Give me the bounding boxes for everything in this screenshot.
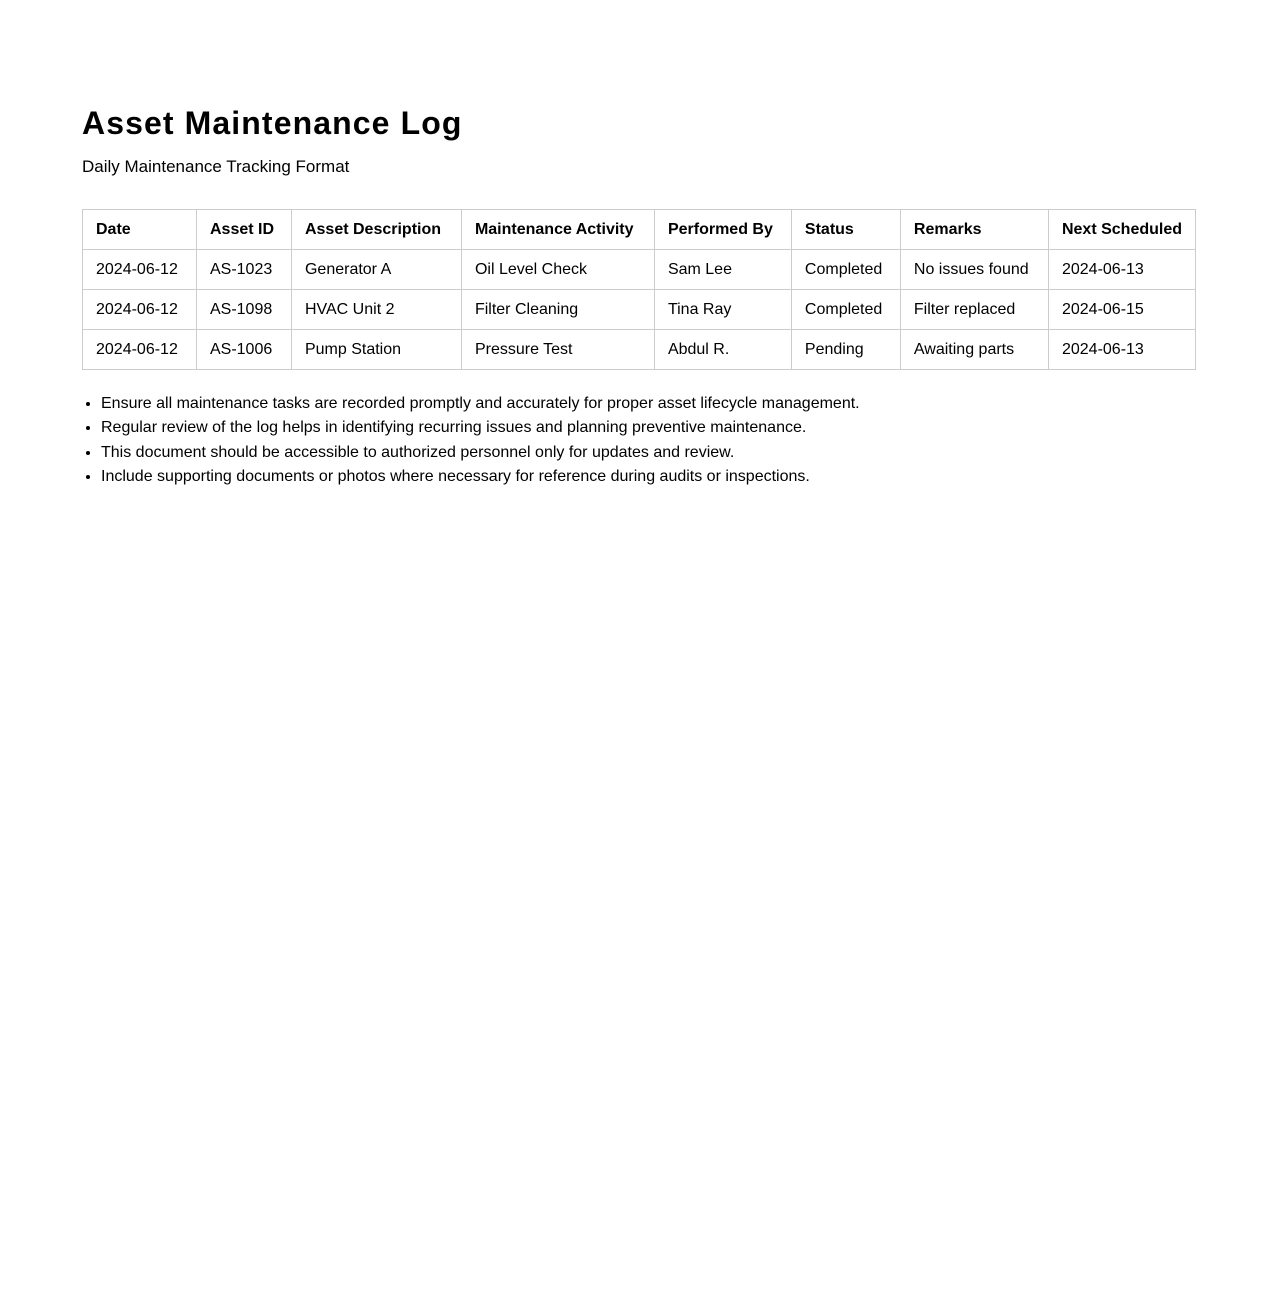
- column-header-remarks: Remarks: [900, 210, 1048, 250]
- list-item: • Regular review of the log helps in identifying recurring issues and planning preventive maintenance.: [101, 416, 1196, 440]
- page-subtitle: Daily Maintenance Tracking Format: [82, 157, 350, 176]
- table-row: [83, 250, 1196, 290]
- cell-asset-description: Pump Station: [291, 330, 461, 370]
- cell-status: Completed: [791, 250, 900, 290]
- cell-next-scheduled: 2024-06-15: [1048, 290, 1195, 330]
- cell-performed-by: Sam Lee: [654, 250, 791, 290]
- cell-maintenance-activity: Filter Cleaning: [461, 290, 654, 330]
- cell-status: Completed: [791, 290, 900, 330]
- cell-maintenance-activity: Oil Level Check: [461, 250, 654, 290]
- notes-list: [82, 392, 1196, 490]
- cell-asset-description: HVAC Unit 2: [291, 290, 461, 330]
- document-page: [0, 0, 1278, 490]
- cell-remarks: Awaiting parts: [900, 330, 1048, 370]
- column-header-maintenance-activity: Maintenance Activity: [461, 210, 654, 250]
- table-header-row: [83, 210, 1196, 250]
- cell-remarks: Filter replaced: [900, 290, 1048, 330]
- cell-asset-description: Generator A: [291, 250, 461, 290]
- list-item: • Include supporting documents or photos where necessary for reference during audits or inspections.: [101, 465, 1196, 489]
- column-header-next-scheduled: Next Scheduled: [1048, 210, 1195, 250]
- table-row: [83, 330, 1196, 370]
- list-item: • This document should be accessible to authorized personnel only for updates and review.: [101, 441, 1196, 465]
- column-header-date: Date: [83, 210, 197, 250]
- cell-remarks: No issues found: [900, 250, 1048, 290]
- cell-date: 2024-06-12: [83, 330, 197, 370]
- column-header-status: Status: [791, 210, 900, 250]
- cell-next-scheduled: 2024-06-13: [1048, 330, 1195, 370]
- cell-asset-id: AS-1023: [196, 250, 291, 290]
- column-header-asset-id: Asset ID: [196, 210, 291, 250]
- column-header-asset-description: Asset Description: [291, 210, 461, 250]
- list-item: • Ensure all maintenance tasks are recorded promptly and accurately for proper asset lifecycle management.: [101, 392, 1196, 416]
- cell-maintenance-activity: Pressure Test: [461, 330, 654, 370]
- cell-date: 2024-06-12: [83, 250, 197, 290]
- page-title: Asset Maintenance Log: [82, 105, 463, 141]
- cell-asset-id: AS-1098: [196, 290, 291, 330]
- cell-performed-by: Tina Ray: [654, 290, 791, 330]
- cell-asset-id: AS-1006: [196, 330, 291, 370]
- maintenance-log-table: [82, 209, 1196, 370]
- cell-next-scheduled: 2024-06-13: [1048, 250, 1195, 290]
- cell-status: Pending: [791, 330, 900, 370]
- column-header-performed-by: Performed By: [654, 210, 791, 250]
- table-row: [83, 290, 1196, 330]
- cell-date: 2024-06-12: [83, 290, 197, 330]
- cell-performed-by: Abdul R.: [654, 330, 791, 370]
